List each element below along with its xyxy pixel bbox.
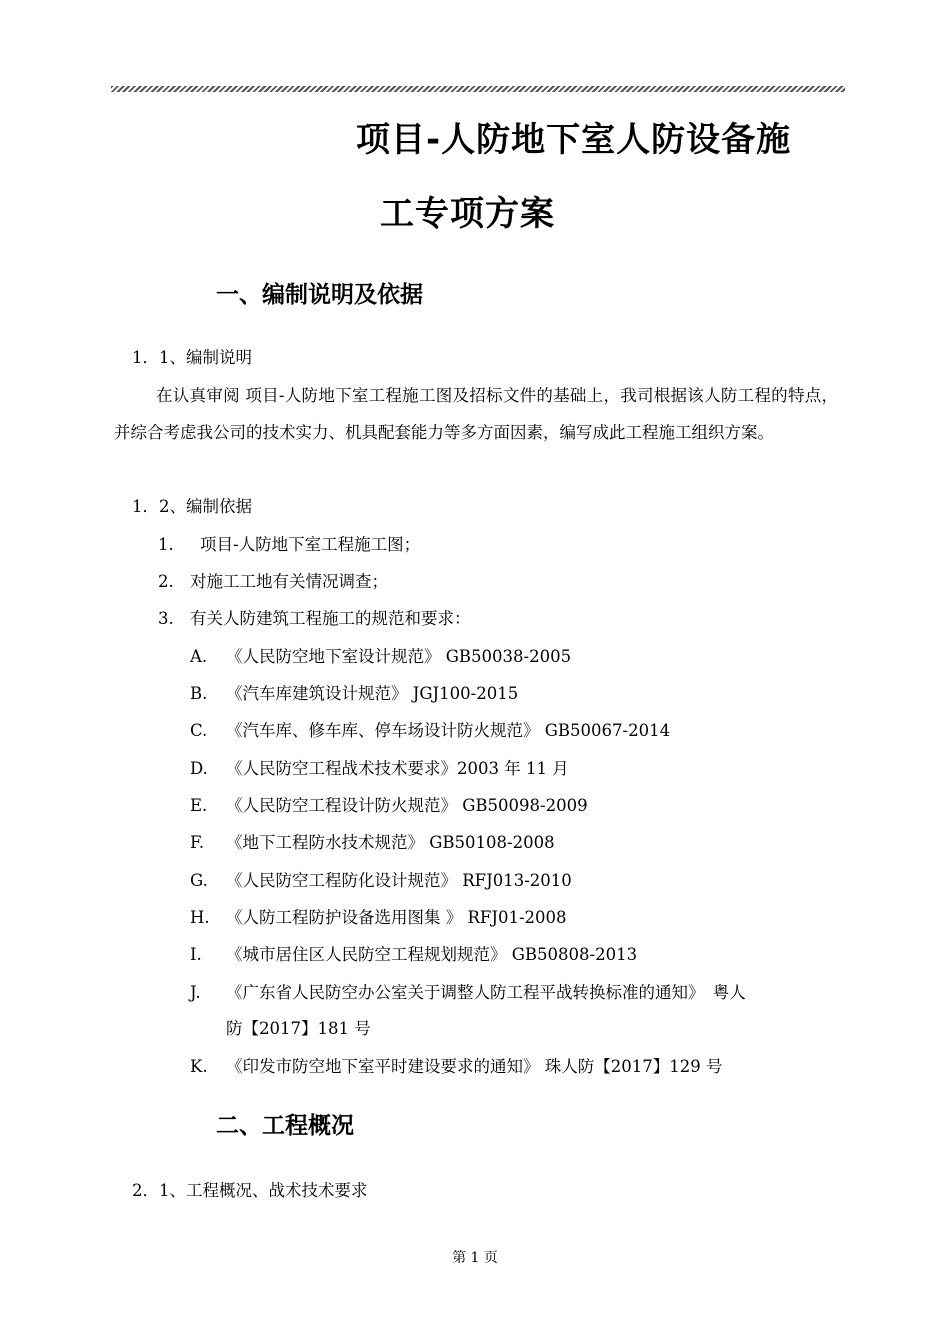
norm-item-text-continued: 防【2017】181 号 — [226, 1019, 371, 1038]
norm-item-number: J. — [190, 983, 201, 1002]
norm-item-number: I. — [190, 945, 202, 964]
subsection-1-2-heading: 1．2、编制依据 — [132, 497, 252, 516]
norm-item-text: 《人民防空工程设计防火规范》 GB50098-2009 — [226, 796, 588, 815]
document-title-line2: 工专项方案 — [380, 194, 555, 234]
header-rule — [111, 86, 845, 92]
norm-item-number: A. — [190, 647, 208, 666]
subsection-1-1-heading: 1．1、编制说明 — [132, 348, 252, 367]
norm-item-number: G. — [190, 871, 208, 890]
norm-item-text: 《汽车库建筑设计规范》 JGJ100-2015 — [226, 684, 519, 703]
norm-item-text: 《汽车库、修车库、停车场设计防火规范》 GB50067-2014 — [226, 721, 671, 740]
list-item-number: 2. — [158, 572, 174, 591]
norm-item-number: E. — [190, 796, 208, 815]
norm-item-text: 《广东省人民防空办公室关于调整人防工程平战转换标准的通知》 粤人 — [226, 983, 746, 1002]
norm-item-text: 《地下工程防水技术规范》 GB50108-2008 — [226, 833, 555, 852]
norm-item-text: 《人民防空地下室设计规范》 GB50038-2005 — [226, 647, 572, 666]
norm-item-text: 《印发市防空地下室平时建设要求的通知》 珠人防【2017】129 号 — [226, 1057, 723, 1076]
page-number: 第 1 页 — [452, 1250, 498, 1266]
list-item-text: 项目-人防地下室工程施工图； — [200, 535, 421, 554]
norm-item-number: K. — [190, 1057, 208, 1076]
norm-item-text: 《人防工程防护设备选用图集 》 RFJ01-2008 — [226, 908, 567, 927]
norm-item-text: 《人民防空工程战术技术要求》2003 年 11 月 — [226, 759, 569, 778]
list-item-text: 有关人防建筑工程施工的规范和要求： — [190, 609, 471, 628]
list-item-number: 1. — [158, 535, 174, 554]
section1-heading: 一、编制说明及依据 — [216, 282, 423, 308]
subsection-2-1-heading: 2．1、工程概况、战术技术要求 — [132, 1181, 368, 1200]
norm-item-number: C. — [190, 721, 208, 740]
norm-item-number: F. — [190, 833, 205, 852]
norm-item-text: 《城市居住区人民防空工程规划规范》 GB50808-2013 — [226, 945, 638, 964]
norm-item-number: D. — [190, 759, 208, 778]
norm-item-number: B. — [190, 684, 208, 703]
document-title-line1: 项目-人防地下室人防设备施 — [356, 120, 792, 160]
compilation-description-paragraph: 在认真审阅 项目-人防地下室工程施工图及招标文件的基础上，我司根据该人防工程的特点，并综合考虑我公司的技术实力、机具配套能力等多方面因素，编写成此工程施工组织方案。 — [114, 386, 838, 442]
list-item-number: 3. — [158, 609, 174, 628]
norm-item-text: 《人民防空工程防化设计规范》 RFJ013-2010 — [226, 871, 572, 890]
list-item-text: 对施工工地有关情况调查； — [190, 572, 388, 591]
section2-heading: 二、工程概况 — [216, 1113, 354, 1139]
norm-item-number: H. — [190, 908, 210, 927]
